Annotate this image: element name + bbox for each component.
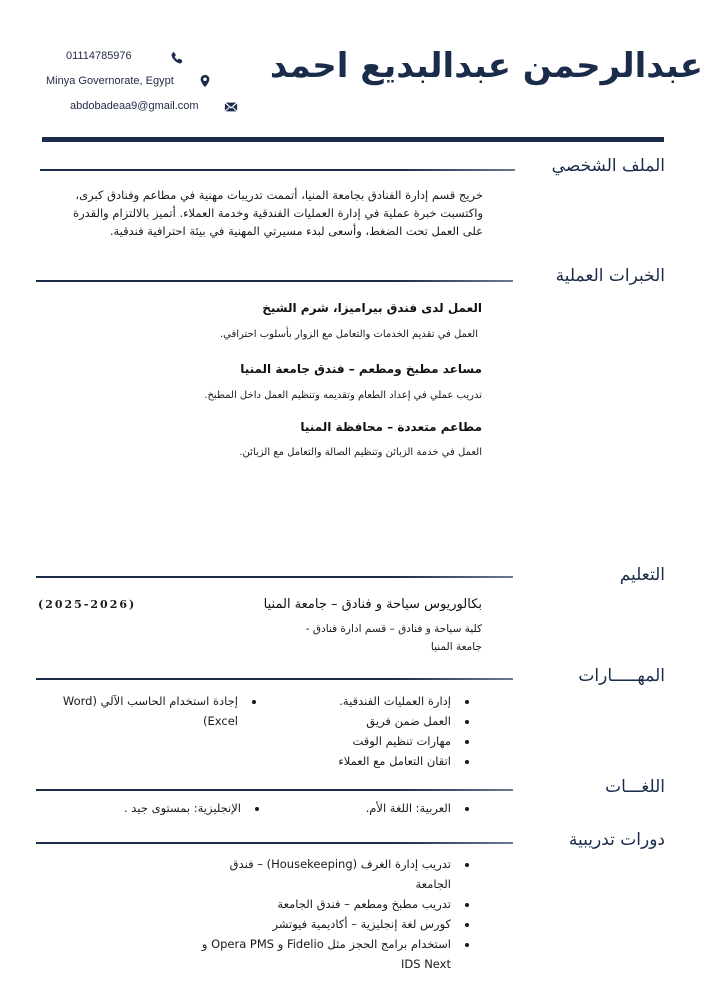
email-text[interactable]: abdobadeaa9@gmail.com xyxy=(70,100,199,112)
section-rule-courses xyxy=(36,842,513,844)
section-title-languages: اللغـــات xyxy=(605,777,665,797)
course-item: • تدريب إدارة الغرف (Housekeeping) – فندق الجامعة xyxy=(193,854,455,894)
job-title: مساعد مطبخ ومطعم – فندق جامعة المنيا xyxy=(240,362,482,376)
education-degree: بكالوريوس سياحة و فنادق – جامعة المنيا xyxy=(263,597,482,612)
skill-item: • مهارات تنظيم الوقت xyxy=(255,731,455,751)
profile-line: على العمل تحت الضغط، وأسعى لبدء مسيرتي المهنية في بيئة احترافية فندقية. xyxy=(109,224,483,238)
section-rule-skills xyxy=(36,678,513,680)
languages-list-right xyxy=(255,798,469,818)
section-title-skills: المهـــــارات xyxy=(578,666,665,686)
education-detail xyxy=(306,620,482,656)
profile-line: خريج قسم إدارة الفنادق بجامعة المنيا، أتممت تدريبات مهنية في مطاعم وفنادق كبرى، xyxy=(75,188,483,202)
section-rule-profile xyxy=(40,169,515,171)
section-title-profile: الملف الشخصي xyxy=(551,156,665,176)
profile-line: واكتسبت خبرة عملية في إدارة العمليات الفندقية وخدمة العملاء. أتميز بالالتزام والقدرة xyxy=(73,206,483,220)
section-title-courses: دورات تدريبية xyxy=(568,830,665,850)
envelope-icon xyxy=(224,99,238,118)
section-rule-languages xyxy=(36,789,513,791)
candidate-name: عبدالرحمن عبدالبديع احمد xyxy=(269,46,703,86)
section-title-education: التعليم xyxy=(619,565,665,585)
job-description: العمل في خدمة الزبائن وتنظيم الصالة والتعامل مع الزبائن. xyxy=(239,447,482,458)
education-years: (2025-2026) xyxy=(38,598,137,611)
skills-list-right xyxy=(255,691,469,771)
map-pin-icon xyxy=(198,73,212,92)
job-title: العمل لدى فندق بيراميزا، شرم الشيخ xyxy=(262,301,482,315)
skills-list-left xyxy=(42,691,256,731)
section-rule-experience xyxy=(36,280,513,282)
skill-item: • العمل ضمن فريق xyxy=(255,711,455,731)
language-item: • العربية: اللغة الأم. xyxy=(255,798,455,818)
phone-icon xyxy=(170,50,184,69)
header-divider xyxy=(42,137,664,142)
phone-number: 01114785976 xyxy=(66,50,132,62)
skill-item: • اتقان التعامل مع العملاء xyxy=(255,751,455,771)
languages-list-left xyxy=(45,798,259,818)
section-title-experience: الخبرات العملية xyxy=(555,266,665,286)
profile-summary xyxy=(38,186,483,240)
job-description: تدريب عملي في إعداد الطعام وتقديمه وتنظيم العمل داخل المطبخ. xyxy=(204,390,482,401)
contact-email xyxy=(70,100,199,112)
skill-item: • إدارة العمليات الفندقية. xyxy=(255,691,455,711)
language-item: • الإنجليزية: بمستوى جيد . xyxy=(45,798,245,818)
contact-location xyxy=(46,75,174,87)
contact-phone xyxy=(66,50,132,62)
courses-list xyxy=(193,854,469,974)
education-detail-line: جامعة المنيا xyxy=(430,641,482,653)
course-item: • تدريب مطبخ ومطعم – فندق الجامعة xyxy=(193,894,455,914)
job-title: مطاعم متعددة – محافظة المنيا xyxy=(300,420,482,434)
skill-item: • إجادة استخدام الحاسب الآلي (Word Excel) xyxy=(42,691,242,731)
section-rule-education xyxy=(36,576,513,578)
course-item: • استخدام برامج الحجز مثل Fidelio و Opera PMS و IDS Next xyxy=(193,934,455,974)
course-item: • كورس لغة إنجليزية – أكاديمية فيوتشر xyxy=(193,914,455,934)
job-description: العمل في تقديم الخدمات والتعامل مع الزوار بأسلوب احترافي. xyxy=(219,329,478,340)
education-detail-line: كلية سياحة و فنادق – قسم ادارة فنادق - xyxy=(305,623,482,635)
location-text: Minya Governorate, Egypt xyxy=(46,75,174,87)
